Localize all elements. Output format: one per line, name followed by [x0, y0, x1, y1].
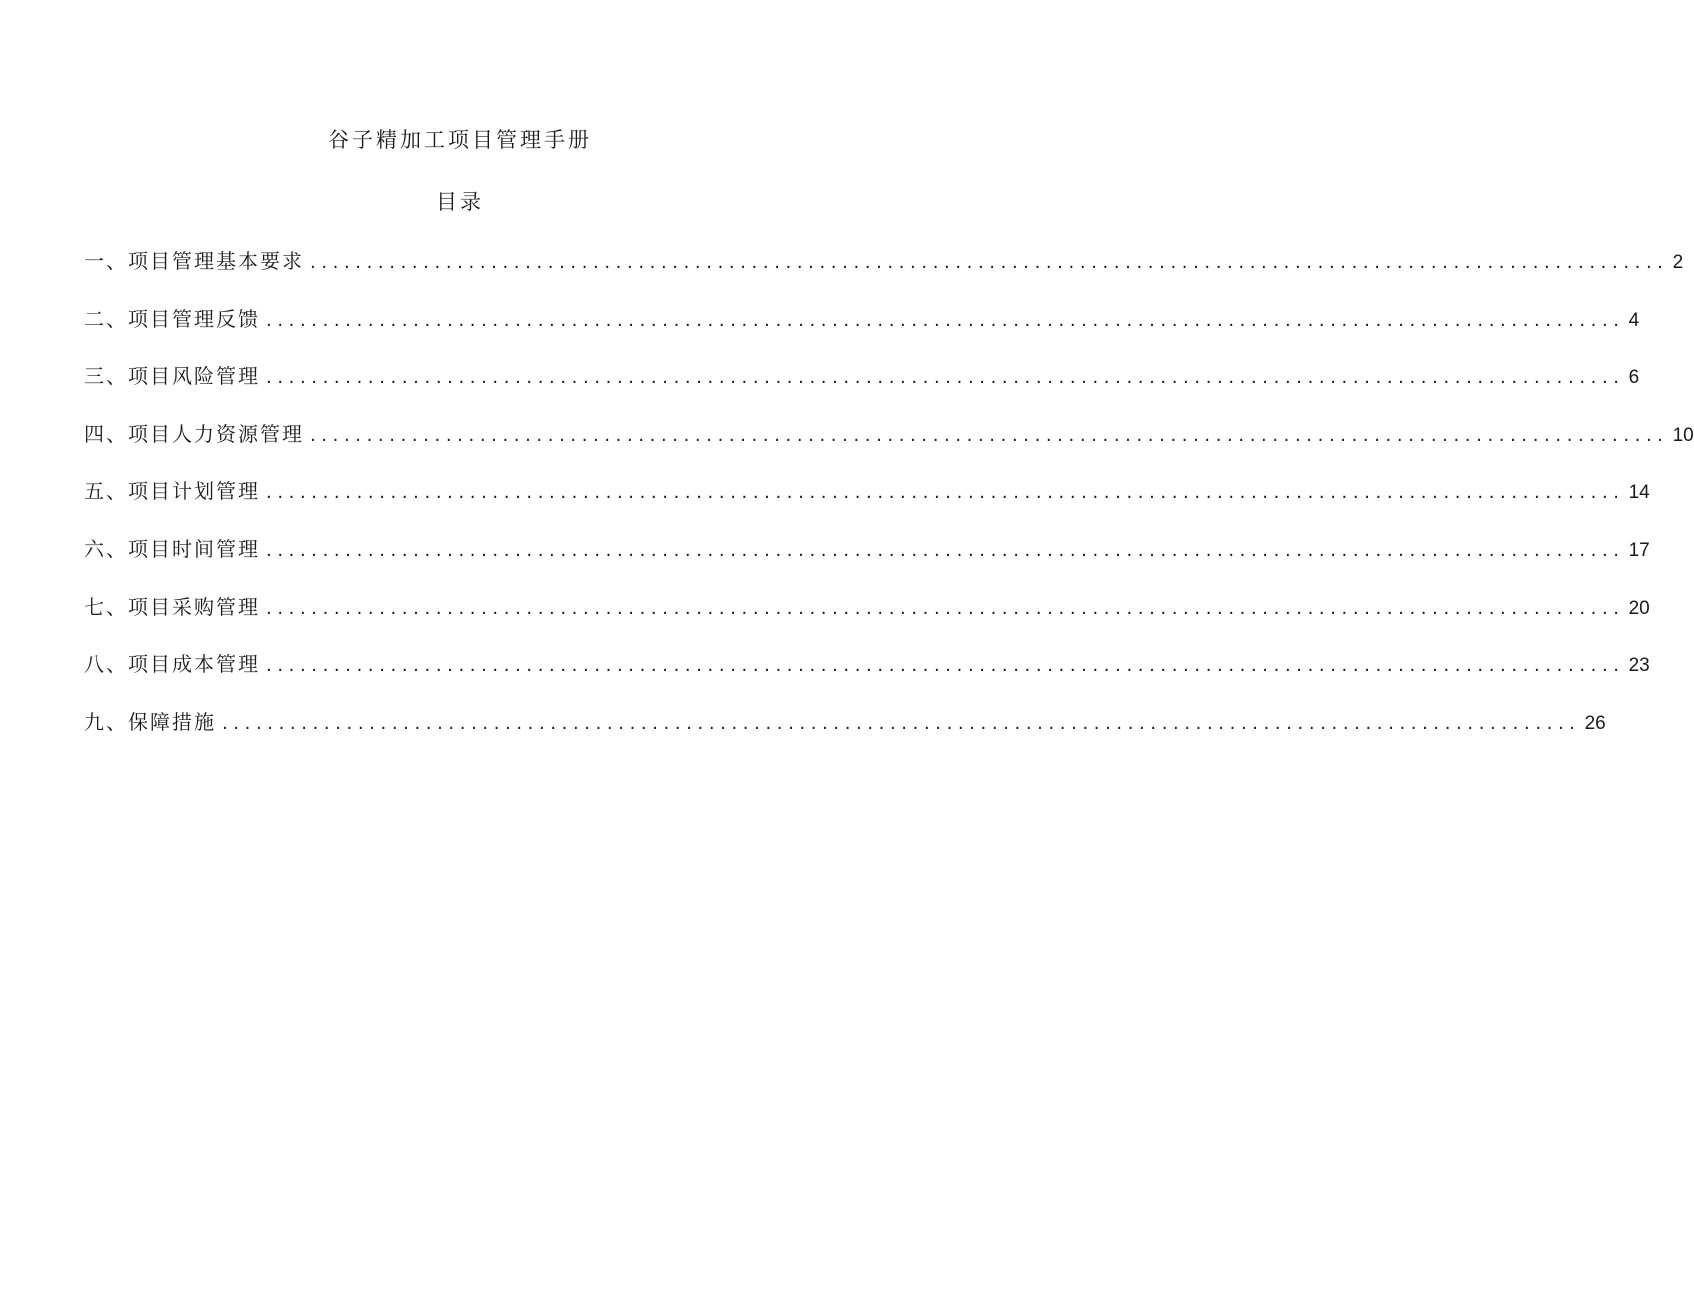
toc-entry-page: 23 [1628, 655, 1650, 677]
toc-entry-label: 五、项目计划管理 [84, 479, 260, 504]
toc-entry[interactable] [84, 534, 1650, 592]
toc-entry-label: 三、项目风险管理 [84, 364, 260, 389]
toc-leader-dots: ........................................................................................................................ [266, 655, 1625, 677]
toc-entry-page: 26 [1584, 712, 1606, 734]
document-title: 谷子精加工项目管理手册 [328, 128, 592, 152]
toc-entry-label: 八、项目成本管理 [84, 652, 260, 677]
toc-entry-page: 2 [1672, 252, 1684, 273]
toc-entry-page: 14 [1628, 482, 1650, 504]
toc-leader-dots: ........................................................................................................................ [266, 539, 1625, 561]
toc-heading: 目录 [436, 190, 484, 214]
table-of-contents [84, 246, 1694, 764]
toc-leader-dots: ........................................................................................................................ [310, 252, 1669, 273]
toc-leader-dots: ........................................................................................................................ [266, 367, 1625, 389]
toc-entry[interactable] [84, 707, 1606, 765]
toc-entry[interactable] [84, 361, 1640, 419]
toc-entry[interactable] [84, 419, 1694, 477]
toc-entry-label: 二、项目管理反馈 [84, 306, 260, 331]
toc-leader-dots: ........................................................................................................................ [222, 712, 1581, 734]
toc-leader-dots: ........................................................................................................................ [266, 482, 1625, 504]
toc-leader-dots: ........................................................................................................................ [266, 597, 1625, 619]
toc-entry-page: 10 [1672, 424, 1694, 446]
toc-entry-label: 六、项目时间管理 [84, 536, 260, 561]
toc-entry-page: 6 [1628, 367, 1640, 389]
toc-entry-label: 一、项目管理基本要求 [84, 249, 304, 273]
toc-entry[interactable] [84, 649, 1650, 707]
toc-entry-label: 九、保障措施 [84, 709, 216, 734]
toc-entry-label: 四、项目人力资源管理 [84, 421, 304, 446]
toc-leader-dots: ........................................................................................................................ [266, 309, 1625, 331]
toc-entry-page: 17 [1628, 539, 1650, 561]
toc-entry-page: 20 [1628, 597, 1650, 619]
toc-entry[interactable] [84, 592, 1650, 650]
toc-entry[interactable] [84, 304, 1640, 362]
toc-entry-page: 4 [1628, 309, 1640, 331]
toc-entry[interactable] [84, 476, 1650, 534]
toc-entry[interactable] [84, 246, 1684, 304]
toc-leader-dots: ........................................................................................................................ [310, 424, 1669, 446]
toc-entry-label: 七、项目采购管理 [84, 594, 260, 619]
